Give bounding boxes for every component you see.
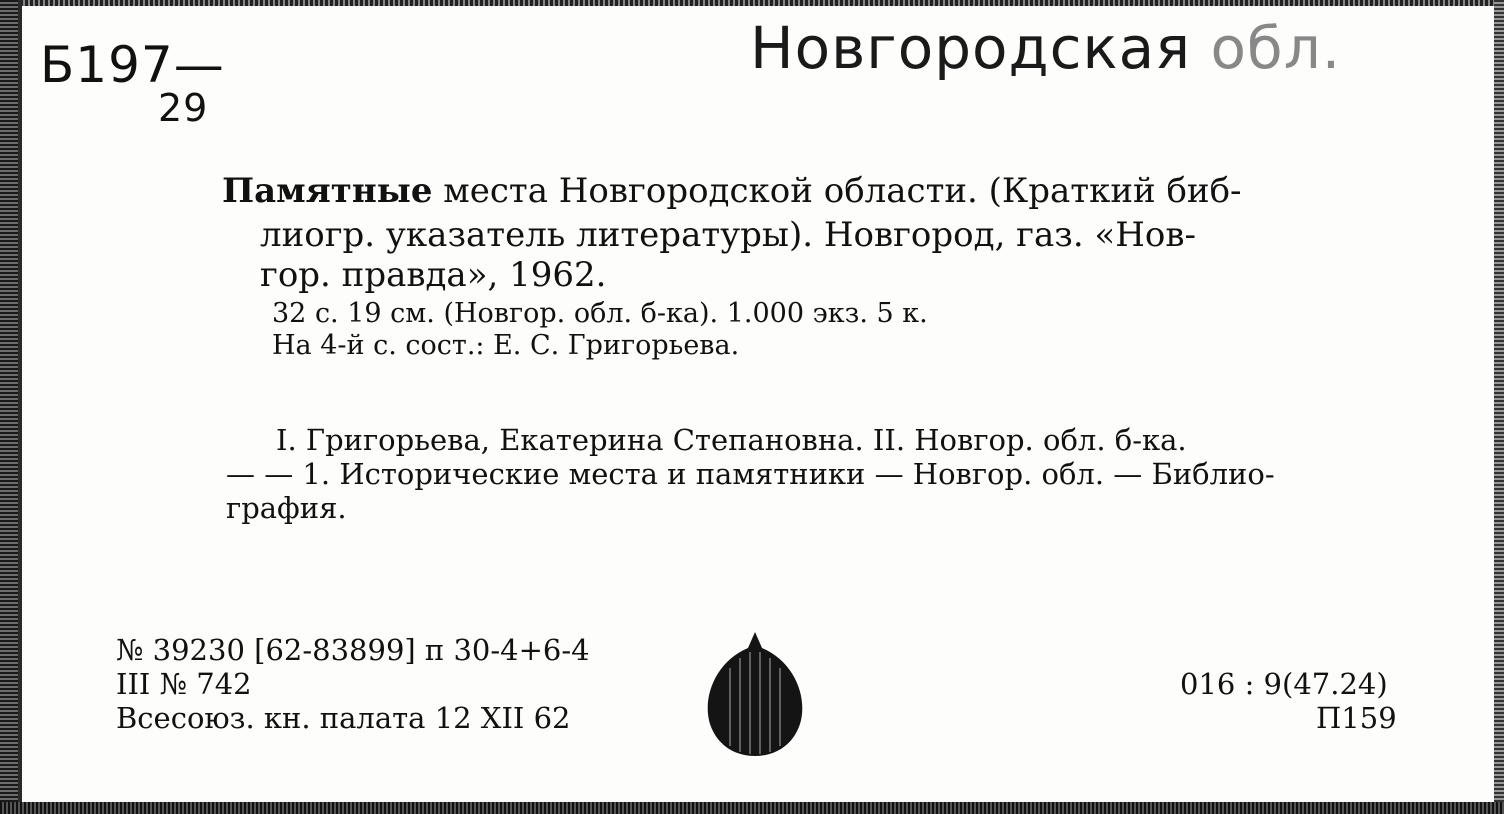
punch-hole-mark <box>700 628 810 758</box>
footer-series: III № 742 <box>116 667 252 701</box>
footer-author-mark: П159 <box>1316 701 1397 735</box>
entry-title-rest: места Новгородской области. (Краткий биб- <box>432 171 1242 211</box>
footer-book-chamber: Всесоюз. кн. палата 12 XII 62 <box>116 701 571 735</box>
tracing-line-3: графия. <box>226 491 347 525</box>
shelf-code-dash: — <box>173 36 225 94</box>
entry-physical-description: 32 с. 19 см. (Новгор. обл. б-ка). 1.000 экз. 5 к. <box>272 298 928 329</box>
shelf-code-text: Б197 <box>40 36 174 94</box>
scan-edge-left <box>0 0 18 814</box>
entry-title-line-1 <box>222 172 1242 210</box>
entry-title-line-3: гор. правда», 1962. <box>260 255 607 295</box>
tracing-line-1: I. Григорьева, Екатерина Степановна. II. Новгор. обл. б-ка. <box>276 423 1187 457</box>
entry-title-bold: Памятные <box>222 171 433 211</box>
footer-classification: 016 : 9(47.24) <box>1180 667 1388 701</box>
scan-edge-bottom <box>0 802 1504 814</box>
region-note-faded: обл. <box>1210 14 1342 82</box>
entry-title-line-2: лиогр. указатель литературы). Новгород, газ. «Нов- <box>260 215 1196 255</box>
handwritten-region-note <box>750 16 1341 80</box>
handwritten-shelf-code <box>40 38 225 92</box>
entry-note: На 4-й с. сост.: Е. С. Григорьева. <box>272 330 740 361</box>
scan-edge-top <box>0 0 1504 6</box>
handwritten-shelf-sub: 29 <box>158 86 209 130</box>
tracing-line-2: — — 1. Исторические места и памятники — Новгор. обл. — Библио- <box>226 457 1275 491</box>
region-note-text: Новгородская <box>750 14 1191 82</box>
scan-edge-right <box>1494 0 1504 814</box>
footer-card-number: № 39230 [62-83899] п 30-4+6-4 <box>116 633 590 667</box>
